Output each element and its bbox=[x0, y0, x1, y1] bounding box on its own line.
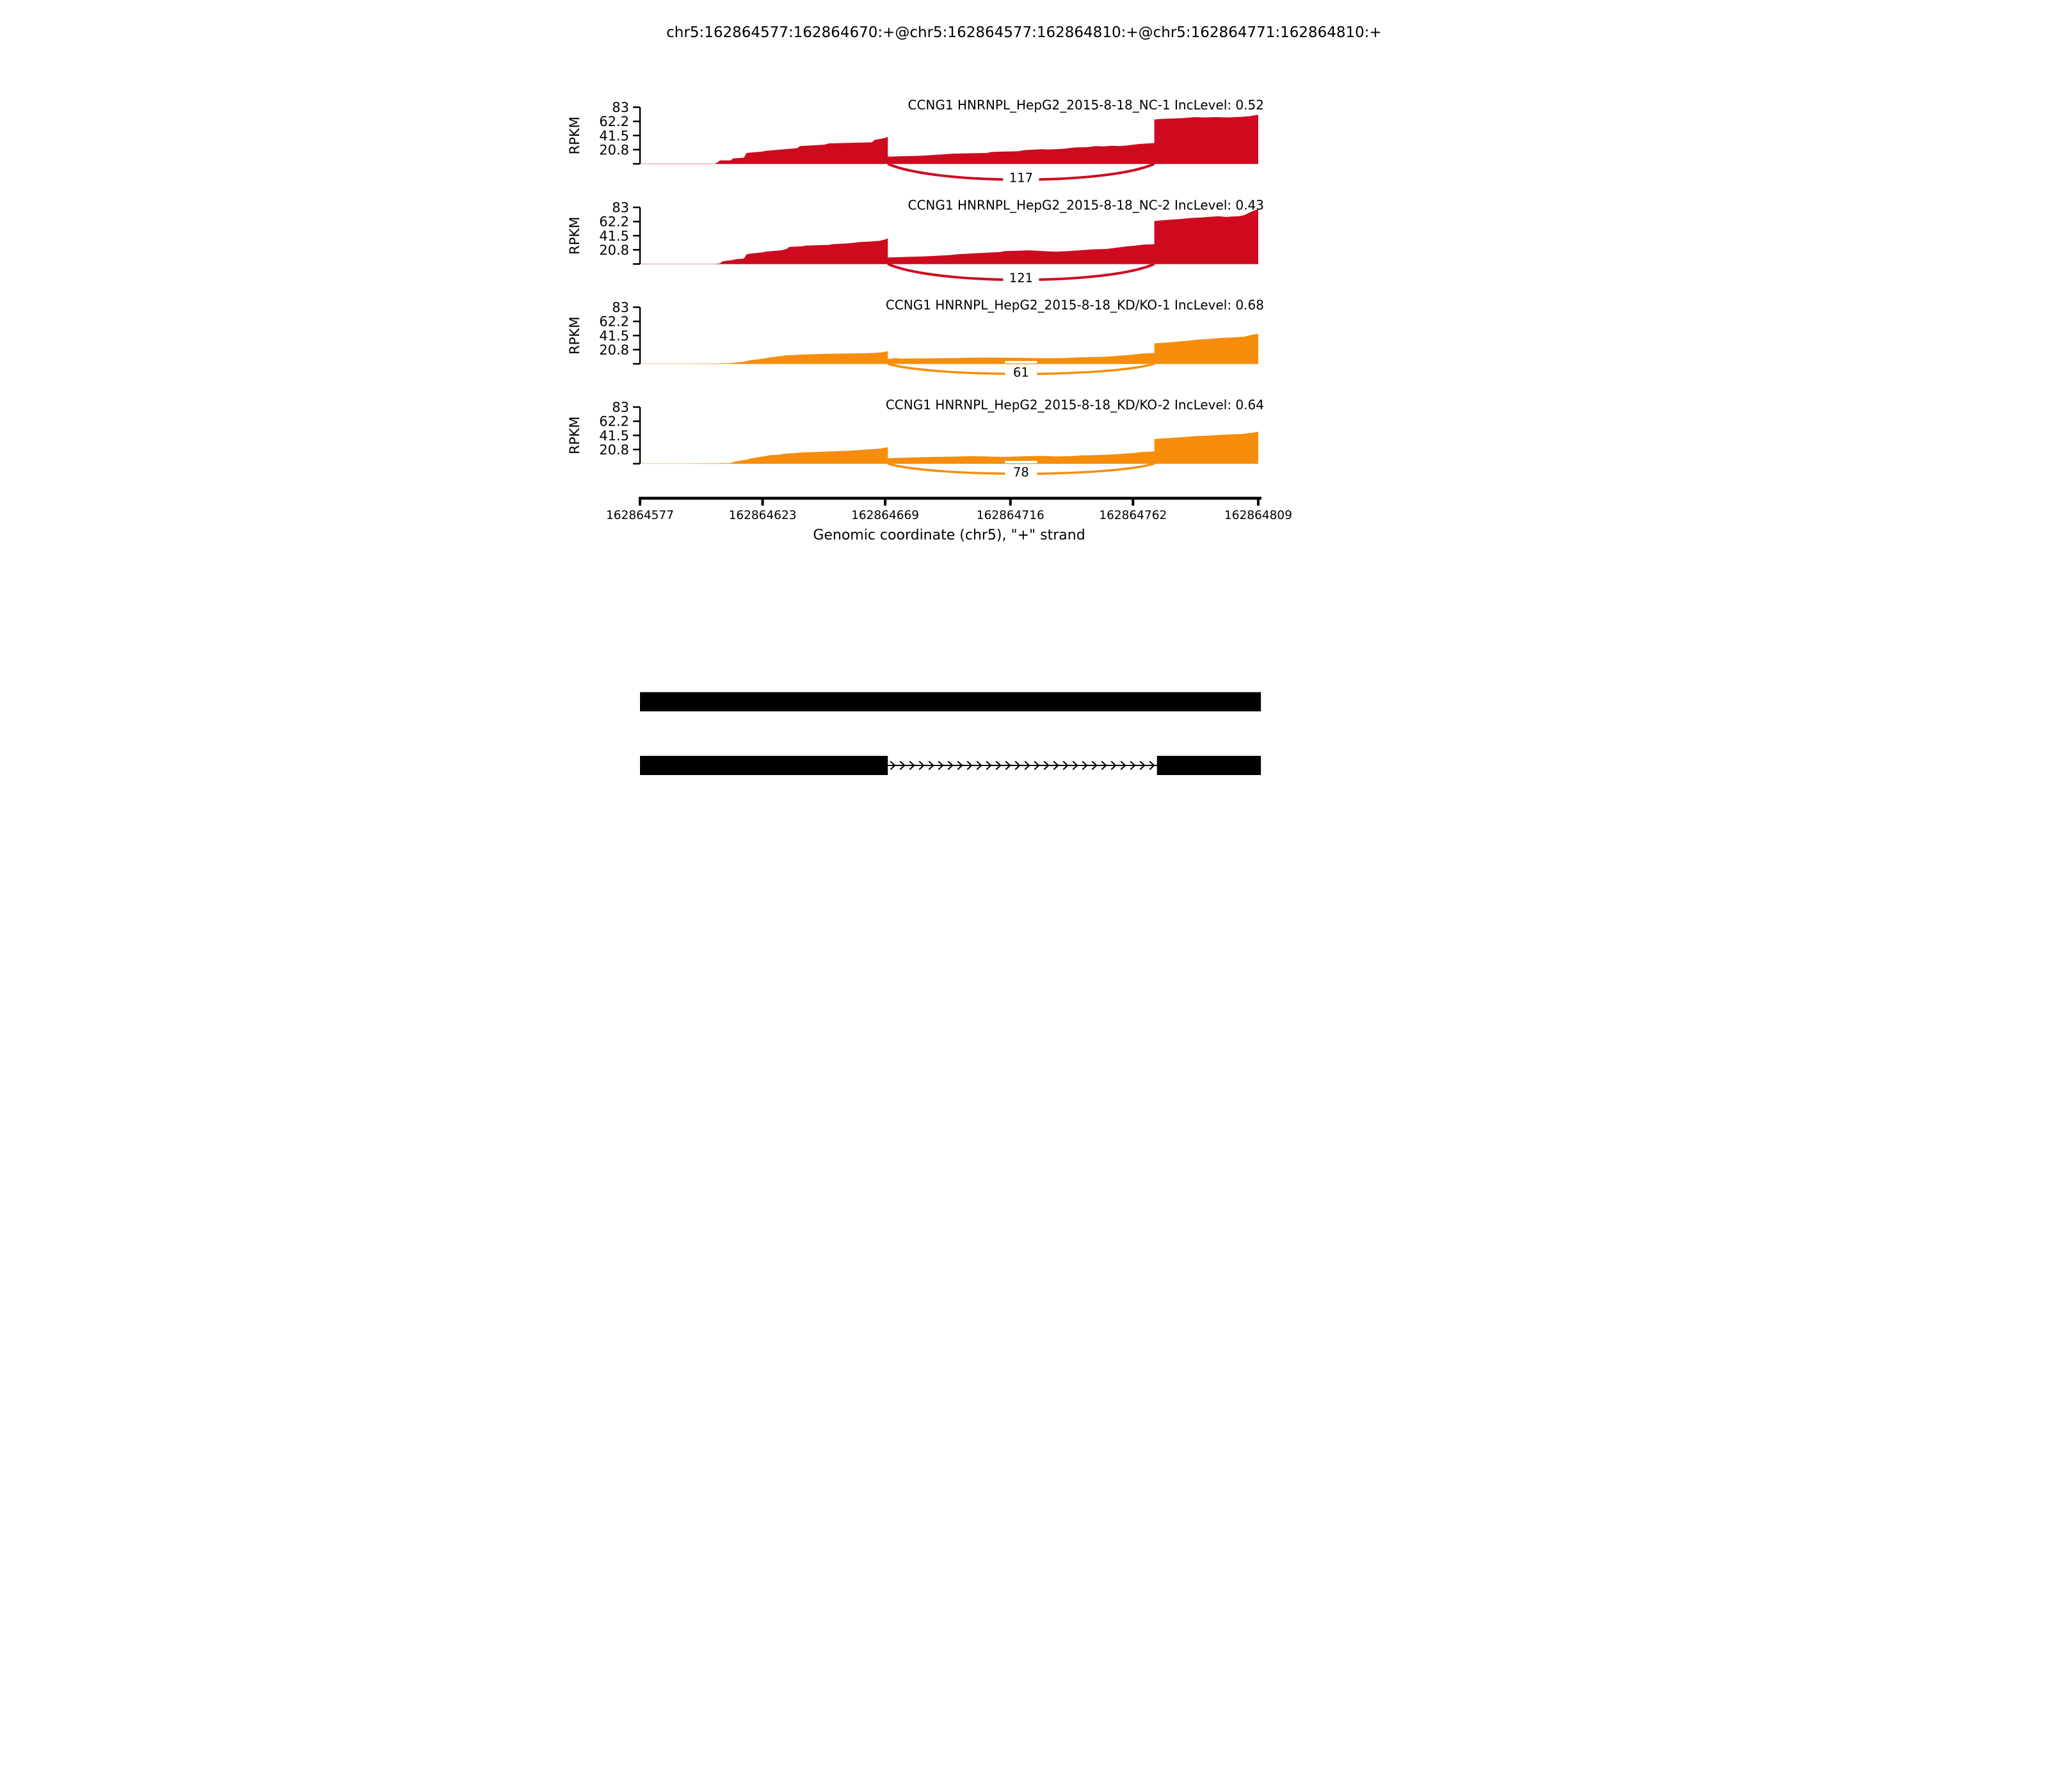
y-tick-label: 41.5 bbox=[599, 228, 629, 244]
x-tick-label: 162864762 bbox=[1099, 509, 1167, 522]
x-tick-label: 162864577 bbox=[606, 509, 674, 522]
junction-count-label: 61 bbox=[1013, 365, 1029, 380]
track-title: CCNG1 HNRNPL_HepG2_2015-8-18_KD/KO-2 IncLevel: 0.64 bbox=[885, 397, 1264, 413]
y-axis-label: RPKM bbox=[567, 116, 582, 155]
plot-content bbox=[567, 97, 1292, 775]
gene-exon bbox=[640, 692, 1261, 712]
x-tick-label: 162864716 bbox=[976, 509, 1044, 522]
sashimi-figure bbox=[512, 0, 1536, 896]
track-title: CCNG1 HNRNPL_HepG2_2015-8-18_NC-2 IncLevel: 0.43 bbox=[908, 197, 1264, 213]
track-title: CCNG1 HNRNPL_HepG2_2015-8-18_KD/KO-1 IncLevel: 0.68 bbox=[885, 297, 1264, 313]
track-title: CCNG1 HNRNPL_HepG2_2015-8-18_NC-1 IncLevel: 0.52 bbox=[908, 97, 1264, 113]
y-tick-label: 83 bbox=[612, 200, 629, 216]
coverage-area bbox=[640, 115, 1258, 164]
y-tick-label: 83 bbox=[612, 100, 629, 115]
coverage-area bbox=[640, 334, 1258, 364]
y-tick-label: 41.5 bbox=[599, 428, 629, 444]
x-tick-label: 162864669 bbox=[851, 509, 920, 522]
x-tick-label: 162864809 bbox=[1224, 509, 1292, 522]
junction-count-label: 121 bbox=[1009, 271, 1034, 285]
gene-exon bbox=[640, 756, 888, 775]
x-axis-title: Genomic coordinate (chr5), "+" strand bbox=[813, 527, 1085, 543]
y-tick-label: 20.8 bbox=[599, 442, 629, 458]
y-tick-label: 62.2 bbox=[599, 413, 629, 429]
y-axis-label: RPKM bbox=[567, 416, 582, 454]
y-tick-label: 62.2 bbox=[599, 314, 629, 330]
gene-exon bbox=[1157, 756, 1261, 775]
x-tick-label: 162864623 bbox=[728, 509, 797, 522]
y-axis-label: RPKM bbox=[567, 216, 582, 255]
y-tick-label: 20.8 bbox=[599, 242, 629, 258]
y-axis-label: RPKM bbox=[567, 316, 582, 355]
y-tick-label: 62.2 bbox=[599, 114, 629, 130]
junction-count-label: 117 bbox=[1009, 170, 1034, 186]
coverage-area bbox=[640, 431, 1258, 463]
sashimi-plot bbox=[512, 0, 1536, 896]
y-tick-label: 41.5 bbox=[599, 328, 629, 344]
coverage-area bbox=[640, 209, 1258, 264]
y-tick-label: 20.8 bbox=[599, 142, 629, 158]
figure-title: chr5:162864577:162864670:+@chr5:162864577:162864810:+@chr5:162864771:162864810:+ bbox=[666, 24, 1382, 41]
y-tick-label: 83 bbox=[612, 300, 629, 316]
y-tick-label: 83 bbox=[612, 399, 629, 415]
junction-count-label: 78 bbox=[1013, 465, 1029, 480]
y-tick-label: 41.5 bbox=[599, 128, 629, 144]
y-tick-label: 62.2 bbox=[599, 214, 629, 230]
y-tick-label: 20.8 bbox=[599, 342, 629, 358]
